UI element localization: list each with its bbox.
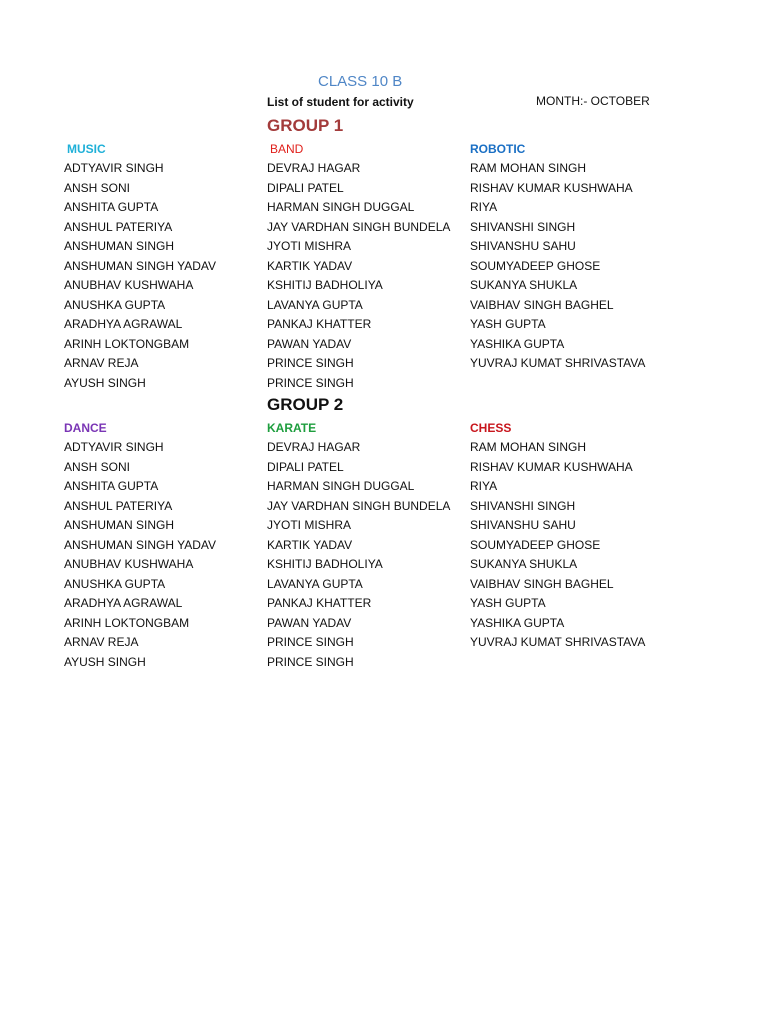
student-name: KARTIK YADAV [267,258,353,273]
student-name: AYUSH SINGH [64,375,146,390]
band-column [267,140,451,393]
chess-header: CHESS [470,421,512,435]
student-name: SUKANYA SHUKLA [470,278,578,292]
student-name: ANUBHAV KUSHWAHA [64,278,194,292]
month-label: MONTH:- OCTOBER [536,94,650,108]
student-name: ARINH LOKTONGBAM [64,615,190,630]
chess-column [470,419,645,653]
student-name: ARINH LOKTONGBAM [64,336,190,351]
band-header: BAND [270,142,304,156]
student-name: ANUSHKA GUPTA [64,576,166,591]
student-name: YASH GUPTA [470,596,546,610]
student-name: HARMAN SINGH DUGGAL [267,200,415,214]
student-name: ANSHUL PATERIYA [64,498,173,513]
class-title: CLASS 10 B [318,73,403,90]
student-name: RAM MOHAN SINGH [470,440,587,454]
student-name: PRINCE SINGH [267,375,354,390]
student-name: SHIVANSHU SAHU [470,518,576,532]
student-name: ANSHUMAN SINGH YADAV [64,537,217,552]
student-name: SUKANYA SHUKLA [470,557,578,571]
robotic-header: ROBOTIC [470,142,526,156]
student-name: ADTYAVIR SINGH [64,440,164,454]
student-name: KARTIK YADAV [267,537,353,552]
student-name: KSHITIJ BADHOLIYA [267,278,383,292]
student-name: ANSHITA GUPTA [64,200,159,214]
karate-column [267,419,450,672]
student-name: JYOTI MISHRA [267,239,352,253]
student-name: RISHAV KUMAR KUSHWAHA [470,459,633,474]
student-name: JAY VARDHAN SINGH BUNDELA [267,219,451,234]
student-name: LAVANYA GUPTA [267,297,363,312]
karate-list [267,438,450,672]
dance-list [64,438,216,672]
student-name: RISHAV KUMAR KUSHWAHA [470,180,633,195]
student-name: RIYA [470,200,498,214]
student-name: ANUBHAV KUSHWAHA [64,557,194,571]
band-list [267,159,450,393]
student-name: PAWAN YADAV [267,336,352,351]
student-name: PAWAN YADAV [267,615,352,630]
student-name: YASHIKA GUPTA [470,615,565,630]
student-name: VAIBHAV SINGH BAGHEL [470,297,614,312]
student-name: SHIVANSHI SINGH [470,498,576,513]
student-name: ARADHYA AGRAWAL [64,317,183,331]
student-name: YASHIKA GUPTA [470,336,565,351]
student-name: SOUMYADEEP GHOSE [470,258,601,273]
student-name: PRINCE SINGH [267,356,354,370]
student-name: DEVRAJ HAGAR [267,161,361,175]
student-name: VAIBHAV SINGH BAGHEL [470,576,614,591]
student-name: YUVRAJ KUMAT SHRIVASTAVA [470,356,646,370]
student-name: PANKAJ KHATTER [267,317,372,331]
list-subtitle: List of student for activity [267,95,414,109]
student-name: ARNAV REJA [64,356,139,370]
chess-list [470,438,645,653]
student-name: RAM MOHAN SINGH [470,161,587,175]
student-name: ARNAV REJA [64,635,139,649]
student-name: AYUSH SINGH [64,654,146,669]
student-name: RIYA [470,479,498,493]
student-name: SOUMYADEEP GHOSE [470,537,601,552]
student-name: YASH GUPTA [470,317,546,331]
student-name: ANSHUL PATERIYA [64,219,173,234]
music-list [64,159,216,393]
student-name: DIPALI PATEL [267,180,344,195]
dance-column [64,419,216,672]
student-name: YUVRAJ KUMAT SHRIVASTAVA [470,635,646,649]
student-name: ADTYAVIR SINGH [64,161,164,175]
student-name: ANSHUMAN SINGH YADAV [64,258,217,273]
student-name: DIPALI PATEL [267,459,344,474]
student-name: SHIVANSHI SINGH [470,219,576,234]
student-name: ARADHYA AGRAWAL [64,596,183,610]
student-name: ANSH SONI [64,180,131,195]
music-header: MUSIC [67,142,106,156]
karate-header: KARATE [267,421,317,435]
robotic-list [470,159,645,374]
robotic-column [470,140,645,374]
student-name: JAY VARDHAN SINGH BUNDELA [267,498,451,513]
student-name: SHIVANSHU SAHU [470,239,576,253]
group1-title: GROUP 1 [267,116,344,135]
student-name: PRINCE SINGH [267,654,354,669]
music-column [64,140,217,393]
student-name: ANSHUMAN SINGH [64,239,175,253]
student-name: KSHITIJ BADHOLIYA [267,557,383,571]
student-name: ANUSHKA GUPTA [64,297,166,312]
dance-header: DANCE [64,421,107,435]
student-name: LAVANYA GUPTA [267,576,363,591]
student-name: DEVRAJ HAGAR [267,440,361,454]
student-name: ANSHITA GUPTA [64,479,159,493]
group2-title: GROUP 2 [267,395,344,414]
student-name: ANSH SONI [64,459,131,474]
student-name: PANKAJ KHATTER [267,596,372,610]
student-name: JYOTI MISHRA [267,518,352,532]
student-name: ANSHUMAN SINGH [64,518,175,532]
student-name: PRINCE SINGH [267,635,354,649]
student-name: HARMAN SINGH DUGGAL [267,479,415,493]
